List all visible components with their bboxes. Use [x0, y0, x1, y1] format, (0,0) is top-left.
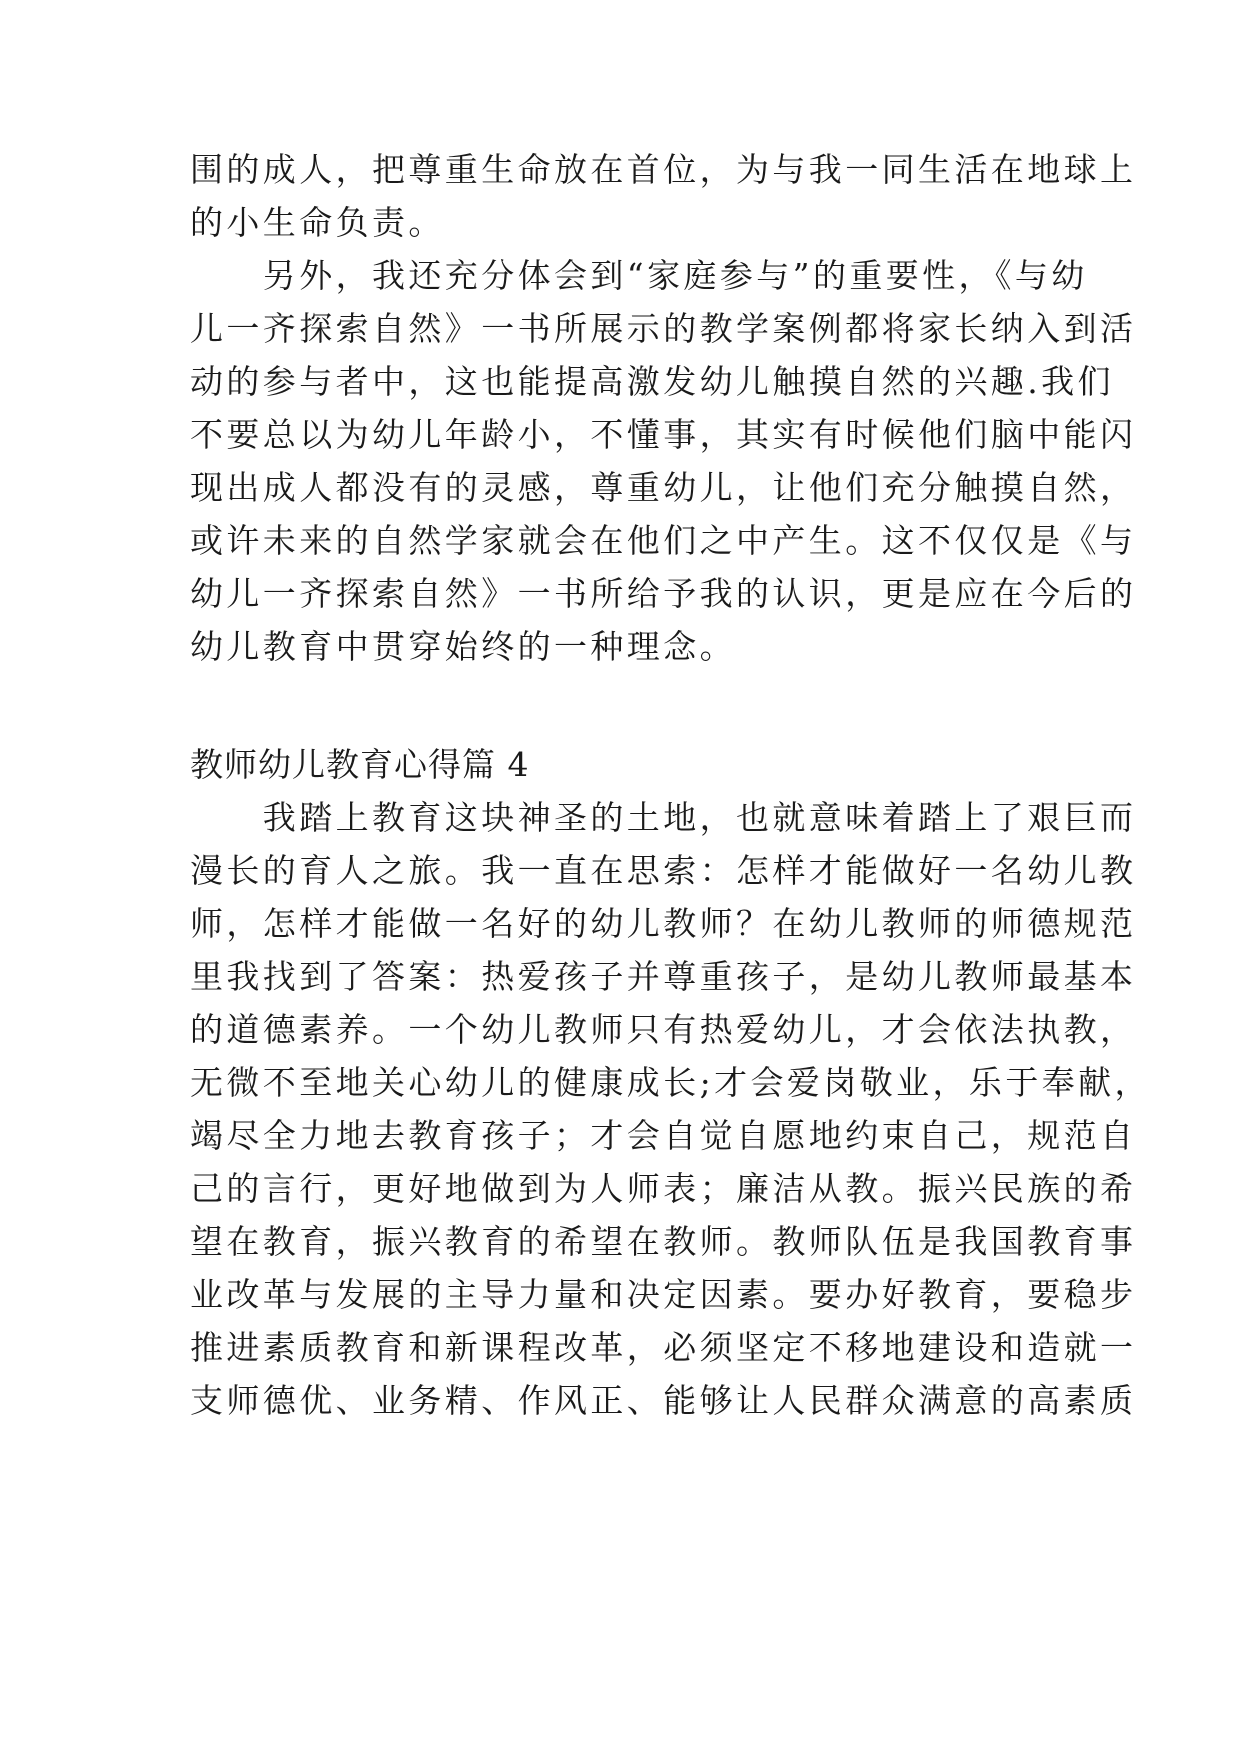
text-line: 现出成人都没有的灵感，尊重幼儿，让他们充分触摸自然，: [190, 468, 1137, 507]
text-line: 里我找到了答案：热爱孩子并尊重孩子，是幼儿教师最基本: [190, 957, 1137, 996]
text-line: 幼儿教育中贯穿始终的一种理念。: [190, 627, 736, 666]
text-line: 或许未来的自然学家就会在他们之中产生。这不仅仅是《与: [190, 521, 1137, 560]
text-line: 师，怎样才能做一名好的幼儿教师？在幼儿教师的师德规范: [190, 904, 1137, 943]
text-line: 业改革与发展的主导力量和决定因素。要办好教育，要稳步: [190, 1275, 1137, 1314]
text-line: 儿一齐探索自然》一书所展示的教学案例都将家长纳入到活: [190, 309, 1137, 348]
text-line: 支师德优、业务精、作风正、能够让人民群众满意的高素质: [190, 1381, 1137, 1420]
text-line: 无微不至地关心幼儿的健康成长;才会爱岗敬业，乐于奉献，: [190, 1063, 1151, 1102]
text-line: 漫长的育人之旅。我一直在思索：怎样才能做好一名幼儿教: [190, 851, 1137, 890]
text-line: 推进素质教育和新课程改革，必须坚定不移地建设和造就一: [190, 1328, 1137, 1367]
text-line: 幼儿一齐探索自然》一书所给予我的认识，更是应在今后的: [190, 574, 1137, 613]
text-line: 己的言行，更好地做到为人师表；廉洁从教。振兴民族的希: [190, 1169, 1137, 1208]
text-line: 动的参与者中，这也能提高激发幼儿触摸自然的兴趣.我们: [190, 362, 1114, 401]
text-line: 望在教育，振兴教育的希望在教师。教师队伍是我国教育事: [190, 1222, 1137, 1261]
text-line: 我踏上教育这块神圣的土地，也就意味着踏上了艰巨而: [190, 798, 1137, 837]
text-line: 竭尽全力地去教育孩子；才会自觉自愿地约束自己，规范自: [190, 1116, 1137, 1155]
text-line: 另外，我还充分体会到“家庭参与”的重要性，《与幼: [190, 256, 1088, 295]
text-line: 围的成人，把尊重生命放在首位，为与我一同生活在地球上: [190, 150, 1137, 189]
text-line: 的道德素养。一个幼儿教师只有热爱幼儿，才会依法执教，: [190, 1010, 1137, 1049]
section-title: 教师幼儿教育心得篇 4: [190, 745, 530, 784]
text-line: 的小生命负责。: [190, 203, 445, 242]
text-line: 不要总以为幼儿年龄小，不懂事，其实有时候他们脑中能闪: [190, 415, 1137, 454]
